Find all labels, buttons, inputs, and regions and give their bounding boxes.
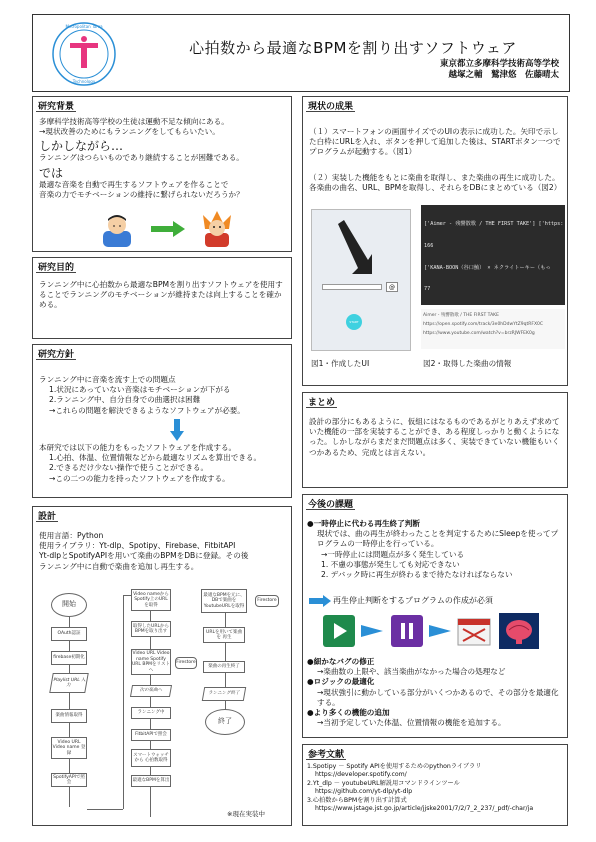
tired-runner-illustration (97, 211, 137, 249)
flow-step: スマートウォッチから 心拍数取得 (131, 749, 171, 767)
flow-step: ランニング中 (131, 707, 171, 719)
calendar-icon (457, 615, 491, 647)
design-panel (32, 506, 292, 826)
flow-step: SpotifyAPIで照会 (51, 773, 87, 787)
pause-icon (391, 615, 423, 647)
affiliation (440, 59, 559, 81)
future-panel (302, 494, 568, 738)
future-banner: 再生停止判断をするプログラムの作成が必須 (333, 596, 493, 605)
policy-panel (32, 344, 292, 498)
fig2-caption: 図2・取得した楽曲の情報 (423, 359, 512, 368)
flow-step: FitbitAPIで照会 (131, 729, 171, 741)
future-text-top: ●一時停止に代わる再生終了判断 現状では、曲の再生が終わったことを判定するためにSleepを使ってプログラムの一時停止を行っている。 →一時停止には問題点が多く発生している 1. 不慮の事態が発生しても対応できない 2. デバック時に再生が終わるまで待たなければならない (307, 519, 559, 580)
flow-step: 最適なBPMを算出 (131, 775, 171, 787)
flow-step: 楽曲の再生終了 (203, 661, 245, 673)
motivated-runner-illustration (197, 209, 237, 249)
poster-header (32, 14, 570, 92)
start-button[interactable]: START (346, 314, 362, 330)
flow-start: 開始 (51, 593, 87, 617)
arrow-down-icon (170, 419, 184, 441)
results-text-2: （２）実装した機能をもとに楽曲を取得し、また楽曲の再生に成功した。各楽曲の曲名、URL、BPMを取得し、それらをDBにまとめている（図2） (309, 173, 562, 193)
flow-step: Video nameから Spotify上のURLを取得 (131, 589, 171, 611)
flow-step: 最適なBPMを元に、 DBで楽曲を YoutubeURLを取得 (201, 589, 247, 613)
flow-step: Video URL Video name Spotify URL BPMをリストへ (131, 649, 171, 675)
results-title: 現状の成果 (306, 99, 355, 112)
design-title: 設計 (36, 509, 58, 522)
references-list: 1.Spotipy － Spotify APIを使用するためのpythonライブラリ https://developer.spotify.com/ 2.Yt_dlp － youtubeURL解説用コマンドラインツール https://github.com/yt-dlp/yt-dlp 3.心拍数からBPMを割り出す計算式 https://www.jstage.jst.go.jp/article/jjske2001/7/2/7_2_237/_pdf/-char/ja (307, 763, 534, 813)
flow-step: URLを用いて楽曲を 再生 (203, 627, 245, 643)
add-button[interactable]: @ (386, 282, 398, 292)
background-title: 研究背景 (36, 99, 76, 112)
school-logo (51, 21, 117, 87)
summary-panel (302, 392, 568, 488)
flow-end: 終了 (205, 709, 245, 735)
arrow-right-icon (361, 625, 383, 637)
play-icon (323, 615, 355, 647)
flow-step: 楽曲情報取得 (51, 709, 87, 723)
purpose-text: ランニング中に心拍数から最適なBPMを割り出すソフトウェアを使用することでランニングのモチベーションが維持または向上することを確かめる。 (39, 280, 283, 310)
design-note: ※現在実装中 (227, 810, 265, 818)
arrow-right-icon (151, 221, 185, 237)
future-title: 今後の課題 (306, 497, 355, 510)
results-panel (302, 96, 568, 386)
summary-title: まとめ (306, 395, 337, 408)
flow-step: Playlist URL 入力 (49, 673, 89, 693)
arrow-down-icon (334, 220, 374, 276)
results-text-1: （１）スマートフォンの画面サイズでのUIの表示に成功した。矢印で示した白枠にURLを入れ、ボタンを押して追加した後は、STARTボタン一つでプログラムが起動する。（図1） (309, 127, 561, 157)
arrow-right-icon (309, 595, 331, 607)
firestore-db: Firestore (175, 657, 197, 669)
flowchart (33, 587, 292, 826)
firestore-db-2: Firestore (255, 595, 279, 607)
brain-icon (499, 613, 539, 649)
purpose-panel (32, 257, 292, 339)
flow-step: 取得したURLから BPMを取り出す (131, 621, 171, 637)
song-info-output: ['Aimer - 残響散歌 / THE FIRST TAKE'] ['https: 166 ['KANA-BOON（谷口鮪） × ネクライトーキー（もっ 77 (421, 205, 565, 305)
app-ui-screenshot (311, 209, 411, 351)
svg-text:Technology: Technology (72, 79, 96, 84)
policy-text-bottom: 本研究では以下の能力をもったソフトウェアを作成する。 1.心拍、体温、位置情報などから最適なリズムを算出できる。 2.できるだけ少ない操作で使うことができる。 →この二つの能力を持ったソフトウェアを作成する。 (39, 443, 262, 483)
school-name: 東京都立多摩科学技術高等学校 (439, 59, 559, 69)
poster-title: 心拍数から最適なBPMを割り出すソフトウェア (189, 39, 517, 57)
policy-title: 研究方針 (36, 347, 76, 360)
url-input[interactable] (322, 284, 382, 290)
background-panel (32, 96, 292, 252)
fig1-caption: 図1・作成したUI (311, 359, 370, 368)
db-record: Aimer - 残響散歌 / THE FIRST TAKE https://open.spotify.com/track/3e0hDdwYtZ9qtRFX0C https://www.youtube.com/watch?v=brzRJWFEK0g (421, 309, 565, 349)
future-text-bottom: ●細かなバグの修正 →楽曲数の上限や、該当楽曲がなかった場合の処理など ●ロジックの最適化 →現状強引に動かしている部分がいくつかあるので、その部分を最適化する。 ●より多くの機能の追加 →当初予定していた体温、位置情報の機能を追加する。 (307, 657, 559, 728)
summary-text: 設計の部分にもあるように、仮組にはなるものであるがとりあえず求めていた機能の一部を実装することができ、ある程度しっかりと動くようになった。しかしながらまだまだ問題点は多く、実装できていない機能もいくつかあるため、完成とは言えない。 (309, 417, 560, 457)
svg-text:Metropolitan Tama: Metropolitan Tama (65, 24, 103, 29)
background-text: 多摩科学技術高等学校の生徒は運動不足な傾向にある。 →現状改善のためにもランニングをしてもらいたい。 しかしながら… ランニングはつらいものであり継続することが困難である。 では 最適な音楽を自動で再生するソフトウェアを作ることで 音楽の力でモチベーションの維持に繋げられないだろうか？ (39, 117, 244, 199)
purpose-title: 研究目的 (36, 260, 76, 273)
policy-text-top: ランニング中に音楽を流す上での問題点 1.状況にあっていない音楽はモチベーションが下がる 2.ランニング中、自分自身での曲選択は困難 →これらの問題を解決できるようなソフトウェアが必要。 (39, 375, 245, 415)
author-names: 越塚之輔 鷲津悠 佐藤晴太 (448, 70, 559, 80)
flow-step: Video URL Video name 登録 (51, 737, 87, 759)
flow-step: ランニング終了 (202, 687, 246, 701)
design-text: 使用言語：Python 使用ライブラリ：Yt-dlp、Spotipy、Firebase、FitbitAPI Yt-dlpとSpotifyAPIを用いて楽曲のBPMをDBに登録。その後 ランニング中に自動で楽曲を追加し再生する。 (39, 531, 249, 571)
flow-step: firebase初期化 (51, 651, 87, 665)
references-title: 参考文献 (306, 747, 346, 760)
references-panel (302, 744, 568, 826)
flow-step: 次の楽曲へ (130, 685, 172, 697)
arrow-right-icon (429, 625, 451, 637)
flow-step: OAuth認証 (51, 627, 87, 641)
